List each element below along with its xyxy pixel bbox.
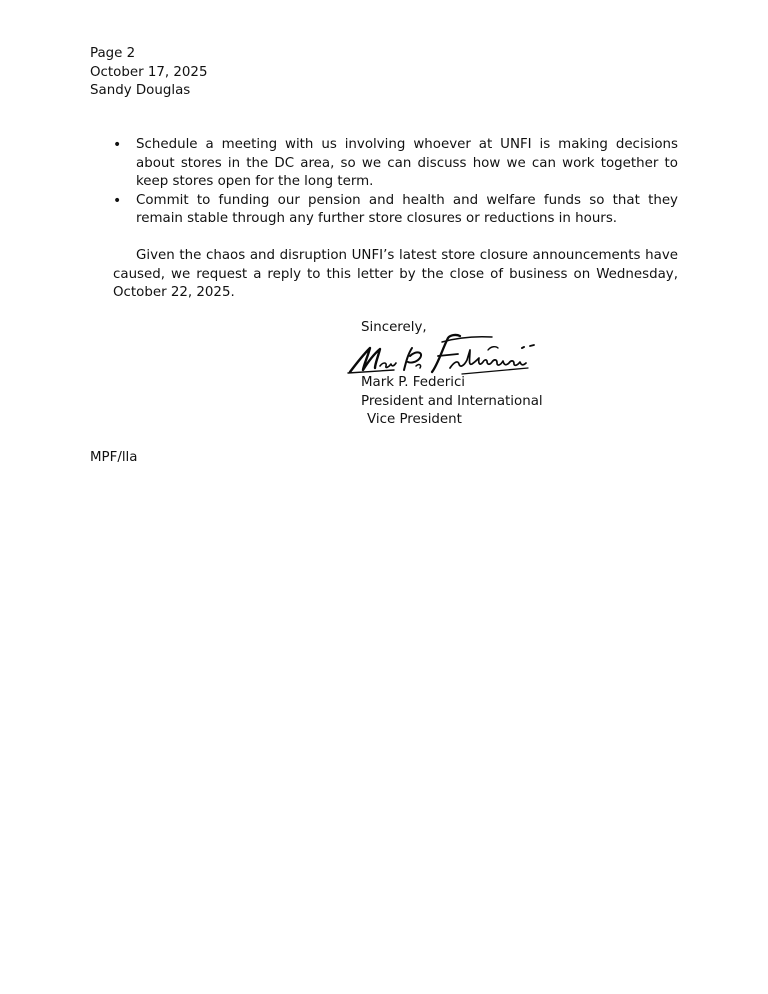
recipient-name: Sandy Douglas	[90, 83, 191, 98]
handwritten-signature	[346, 332, 542, 376]
page-number: Page 2	[90, 46, 136, 61]
body-paragraph: Given the chaos and disruption UNFI’s latest store closure announcements have caused, we request a reply to this letter by the close of business on Wednesday, October 22, 2025.	[113, 248, 678, 301]
list-item-text: Commit to funding our pension and health and welfare funds so that they remain stable through any further store closures or reductions in hours.	[136, 192, 678, 227]
letter-date: October 17, 2025	[90, 64, 208, 80]
bullet-icon: •	[113, 137, 122, 153]
bullet-icon: •	[113, 192, 122, 209]
list-item	[113, 192, 678, 229]
signer-title-continued: Vice President	[367, 412, 462, 428]
request-list	[113, 136, 678, 229]
list-item	[113, 136, 678, 192]
list-item-text: Schedule a meeting with us involving whoever at UNFI is making decisions about stores in the DC area, so we can discuss how we can work together to keep stores open for the long term.	[136, 137, 678, 190]
signer-name: Mark P. Federici	[361, 375, 466, 390]
letter-header	[90, 45, 207, 101]
signer-title: President and International	[361, 393, 543, 409]
signature-block	[361, 374, 543, 430]
closing-salutation: Sincerely,	[361, 320, 427, 335]
reference-initials: MPF/lla	[90, 450, 138, 465]
